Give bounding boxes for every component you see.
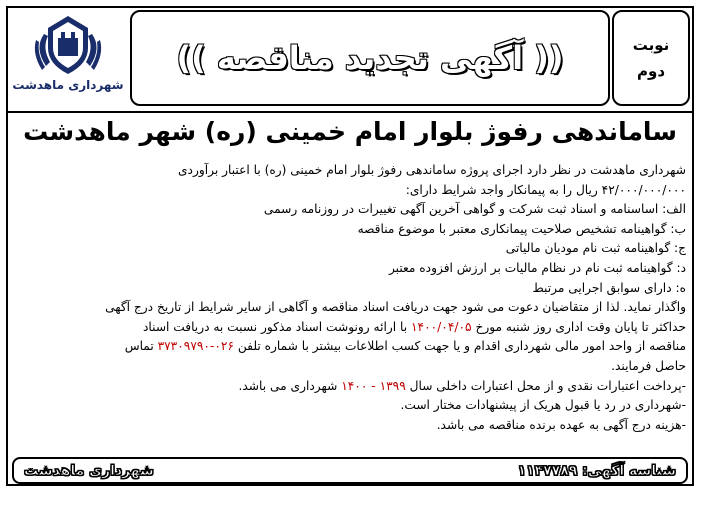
header-divider bbox=[8, 111, 692, 113]
logo-box bbox=[10, 10, 126, 106]
deadline-text-post: با ارائه رونوشت اسناد مذکور نسبت به دریافت اسناد bbox=[143, 319, 408, 334]
header bbox=[8, 8, 692, 111]
body-paragraph-1: واگذار نماید. لذا از متقاضیان دعوت می شود جهت دریافت اسناد مناقصه و آگاهی از سایر شرایط از تاریخ درج آگهی bbox=[105, 300, 686, 315]
notice-frame bbox=[6, 6, 694, 486]
requirement-c: ج: گواهینامه ثبت نام مودیان مالیاتی bbox=[505, 241, 686, 256]
note-1-pre: -پرداخت اعتبارات نقدی و از محل اعتبارات داخلی سال bbox=[409, 378, 686, 393]
note-1-years: ۱۳۹۹ - ۱۴۰۰ bbox=[341, 378, 406, 393]
body-paragraph-4: حاصل فرمایند. bbox=[611, 358, 686, 373]
body-paragraph-2 bbox=[12, 318, 686, 338]
notice-subject: ساماندهی رفوژ بلوار امام خمینی (ره) شهر ماهدشت bbox=[23, 117, 677, 146]
footer-org: شهرداری ماهدشت bbox=[24, 462, 154, 479]
body-amount: ۴۲/۰۰۰/۰۰۰/۰۰۰ ریال را به پیمانکار واجد شرایط دارای: bbox=[405, 182, 686, 197]
contact-text-pre: مناقصه از واحد امور مالی شهرداری اقدام و یا جهت کسب اطلاعات بیشتر با شماره تلفن bbox=[237, 339, 686, 354]
requirement-e: ه: دارای سوابق اجرایی مرتبط bbox=[532, 280, 686, 295]
note-3: -هزینه درج آگهی به عهده برنده مناقصه می باشد. bbox=[436, 417, 686, 432]
body-paragraph-3 bbox=[12, 337, 686, 357]
requirement-b: ب: گواهینامه تشخیص صلاحیت پیمانکاری معتبر با موضوع مناقصه bbox=[357, 221, 686, 236]
requirement-a: الف: اساسنامه و اسناد ثبت شرکت و گواهی آخرین آگهی تغییرات در روزنامه رسمی bbox=[263, 202, 686, 217]
body-intro: شهرداری ماهدشت در نظر دارد اجرای پروژه ساماندهی رفوژ بلوار امام خمینی (ره) با اعتبار برآوردی bbox=[178, 163, 686, 177]
page-title: (( آگهی تجدید مناقصه )) bbox=[176, 39, 564, 77]
notice-round-box bbox=[612, 10, 690, 106]
deadline-text-pre: حداکثر تا پایان وقت اداری روز شنبه مورخ bbox=[475, 319, 686, 334]
notice-body bbox=[12, 161, 686, 435]
notice-round-line2: دوم bbox=[637, 62, 666, 80]
note-1-post: شهرداری می باشد. bbox=[238, 378, 338, 393]
notice-round-line1: نوبت bbox=[632, 36, 670, 54]
contact-phone: ۰۲۶-۳۷۳۰۹۷۹۰ bbox=[157, 339, 235, 354]
municipality-logo-icon bbox=[30, 14, 106, 76]
notice-id: شناسه آگهی: ۱۱۴۷۷۸۹ bbox=[517, 462, 676, 479]
note-2: -شهرداری در رد یا قبول هریک از پیشنهادات مختار است. bbox=[400, 398, 686, 413]
logo-caption: شهرداری ماهدشت bbox=[12, 78, 124, 92]
note-1 bbox=[12, 377, 686, 397]
contact-text-post: تماس bbox=[124, 339, 154, 354]
title-box bbox=[130, 10, 610, 106]
footer-bar bbox=[12, 457, 688, 484]
requirement-d: د: گواهینامه ثبت نام در نظام مالیات بر ارزش افزوده معتبر bbox=[388, 260, 686, 275]
deadline-date: ۱۴۰۰/۰۴/۰۵ bbox=[410, 319, 472, 334]
